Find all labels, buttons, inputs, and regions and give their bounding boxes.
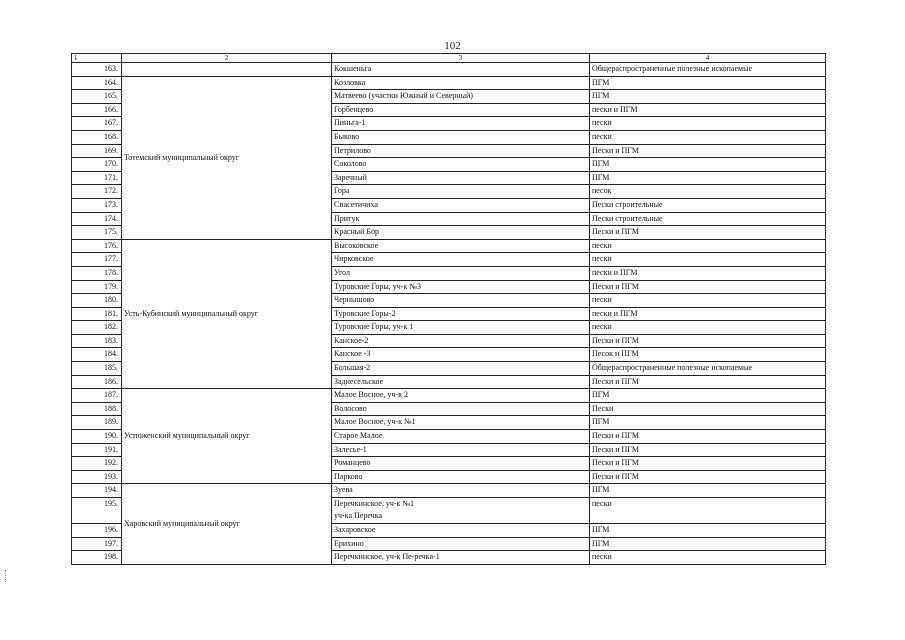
deposit-name-cell: Пиньга-1 [332,117,590,131]
deposit-name-cell: Туровские Горы, уч-к 1 [332,321,590,335]
row-number-cell: 180. [72,294,122,308]
deposit-name-cell: Спасетичиха [332,198,590,212]
header-col-1: 1 [72,54,122,63]
table-row [72,63,826,77]
resource-type-cell: Песок и ПГМ [590,348,826,362]
deposit-name-cell: Канское-2 [332,334,590,348]
deposit-name-cell: Романцево [332,457,590,471]
district-cell [122,63,332,77]
resource-type-cell: Общераспространенные полезные ископаемые [590,63,826,77]
deposit-name-cell: Захаровское [332,524,590,538]
resource-type-cell: пески и ПГМ [590,103,826,117]
deposit-name-cell: Гора [332,185,590,199]
row-number-cell: 174. [72,212,122,226]
resource-type-cell: ПГМ [590,537,826,551]
deposit-name-cell: Козловка [332,76,590,90]
row-number-cell: 164. [72,76,122,90]
deposit-name-cell: Петрилово [332,144,590,158]
row-number-cell: 182. [72,321,122,335]
deposit-name-cell: Зуева [332,484,590,498]
row-number-cell: 171. [72,171,122,185]
resource-type-cell: ПГМ [590,90,826,104]
resource-type-cell: пески [590,498,826,524]
resource-type-cell: ПГМ [590,389,826,403]
header-col-4: 4 [590,54,826,63]
row-number-cell: 184. [72,348,122,362]
resource-type-cell: Пески строительные [590,212,826,226]
resource-type-cell: Пески строительные [590,198,826,212]
resource-type-cell: Пески и ПГМ [590,470,826,484]
resource-type-cell: ПГМ [590,158,826,172]
row-number-cell: 189. [72,416,122,430]
header-col-2: 2 [122,54,332,63]
row-number-cell: 187. [72,389,122,403]
row-number-cell: 192. [72,457,122,471]
deposit-name-cell: Ерихино [332,537,590,551]
row-number-cell: 196. [72,524,122,538]
resource-type-cell: Пески и ПГМ [590,226,826,240]
row-number-cell: 195. [72,498,122,524]
resource-type-cell: Пески и ПГМ [590,457,826,471]
table-body [72,54,826,565]
resource-type-cell: пески [590,551,826,565]
row-number-cell: 191. [72,443,122,457]
row-number-cell: 186. [72,375,122,389]
margin-mark [5,570,10,582]
row-number-cell: 176. [72,239,122,253]
row-number-cell: 166. [72,103,122,117]
deposit-name-cell: Малое Восное, уч-к 2 [332,389,590,403]
header-col-3: 3 [332,54,590,63]
deposit-name-cell: Туровские Горы, уч-к №3 [332,280,590,294]
row-number-cell: 172. [72,185,122,199]
row-number-cell: 179. [72,280,122,294]
deposit-name-cell: Соколово [332,158,590,172]
row-number-cell: 163. [72,63,122,77]
resource-type-cell: ПГМ [590,171,826,185]
deposit-name-cell: Большая-2 [332,362,590,376]
row-number-cell: 197. [72,537,122,551]
deposit-name-cell: Малое Восное, уч-к №1 [332,416,590,430]
resource-type-cell: ПГМ [590,484,826,498]
resource-type-cell: Пески [590,402,826,416]
resource-type-cell: ПГМ [590,76,826,90]
resource-type-cell: пески [590,239,826,253]
district-cell: Тотемский муниципальный округ [122,76,332,239]
deposit-name-cell: Притук [332,212,590,226]
row-number-cell: 188. [72,402,122,416]
row-number-cell: 178. [72,266,122,280]
district-cell: Устюженский муниципальный округ [122,389,332,484]
deposit-name-cell: Заднесельское [332,375,590,389]
resource-type-cell: Пески и ПГМ [590,280,826,294]
resource-type-cell: ПГМ [590,524,826,538]
deposit-name-cell: Быково [332,130,590,144]
deposit-name-cell: Кокшеньга [332,63,590,77]
table-row [72,484,826,498]
resource-type-cell: пески [590,294,826,308]
deposit-name-cell: Красный Бор [332,226,590,240]
row-number-cell: 167. [72,117,122,131]
resource-type-cell: песок [590,185,826,199]
row-number-cell: 169. [72,144,122,158]
deposits-table [71,53,826,565]
deposit-name-cell: Залесье-1 [332,443,590,457]
deposit-name-cell: Матвеево (участки Южный и Северный) [332,90,590,104]
row-number-cell: 181. [72,307,122,321]
row-number-cell: 190. [72,430,122,444]
page-number: 102 [444,40,461,52]
row-number-cell: 185. [72,362,122,376]
deposit-name-cell: Высоковское [332,239,590,253]
deposit-name-cell: Чирковское [332,253,590,267]
deposit-name-cell: Угол [332,266,590,280]
deposit-name-cell: Перечкинское, уч-к №1 уч-ка Перечка [332,498,590,524]
resource-type-cell: пески [590,253,826,267]
district-cell: Харовский муниципальный округ [122,484,332,564]
deposit-name-cell: Старое Малое [332,430,590,444]
deposit-name-cell: Канское -3 [332,348,590,362]
table-row [72,239,826,253]
resource-type-cell: Пески и ПГМ [590,144,826,158]
row-number-cell: 198. [72,551,122,565]
table-row [72,389,826,403]
row-number-cell: 177. [72,253,122,267]
table-row [72,76,826,90]
row-number-cell: 175. [72,226,122,240]
table-header-row [72,54,826,63]
deposit-name-cell: Перечкинское, уч-к Пе-речка-1 [332,551,590,565]
row-number-cell: 194. [72,484,122,498]
resource-type-cell: Пески и ПГМ [590,375,826,389]
resource-type-cell: пески [590,130,826,144]
resource-type-cell: пески [590,117,826,131]
deposit-name-cell: Туровские Горы-2 [332,307,590,321]
registry-table-wrapper [71,53,825,565]
district-cell: Усть-Кубинский муниципальный округ [122,239,332,389]
resource-type-cell: ПГМ [590,416,826,430]
row-number-cell: 183. [72,334,122,348]
resource-type-cell: Общераспространенные полезные ископаемые [590,362,826,376]
row-number-cell: 168. [72,130,122,144]
row-number-cell: 193. [72,470,122,484]
deposit-name-cell: Заречный [332,171,590,185]
row-number-cell: 173. [72,198,122,212]
row-number-cell: 170. [72,158,122,172]
deposit-name-cell: Чернышово [332,294,590,308]
deposit-name-cell: Волосово [332,402,590,416]
resource-type-cell: пески и ПГМ [590,307,826,321]
resource-type-cell: Пески и ПГМ [590,334,826,348]
deposit-name-cell: Горбенцево [332,103,590,117]
resource-type-cell: Пески и ПГМ [590,443,826,457]
row-number-cell: 165. [72,90,122,104]
resource-type-cell: Пески и ПГМ [590,430,826,444]
resource-type-cell: пески [590,321,826,335]
deposit-name-cell: Парково [332,470,590,484]
resource-type-cell: пески и ПГМ [590,266,826,280]
